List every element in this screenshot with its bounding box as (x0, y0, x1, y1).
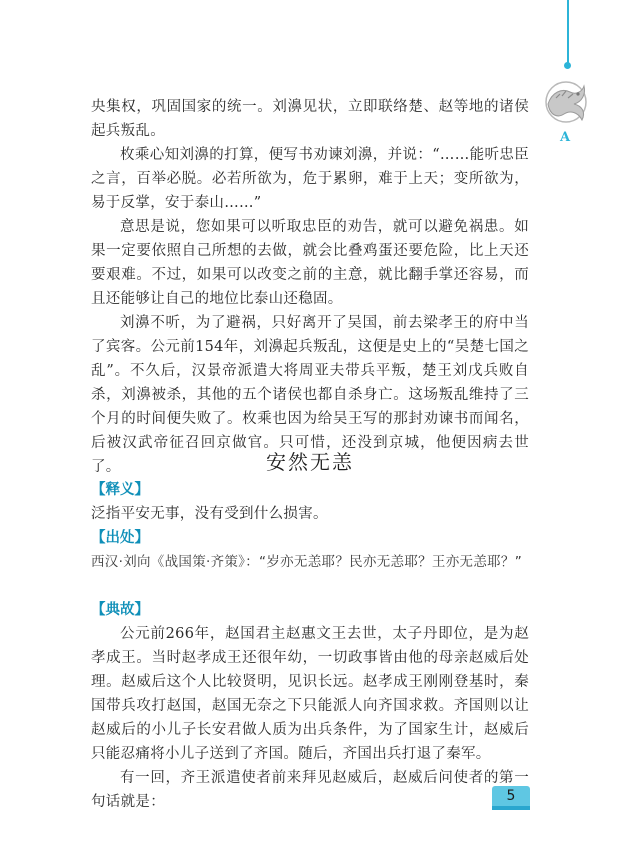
section-letter: A (560, 130, 571, 145)
story-paragraph-1: 央集权，巩固国家的统一。刘濞见状，立即联络楚、赵等地的诸侯起兵叛乱。 (91, 99, 529, 139)
page-number-underline (492, 806, 530, 810)
idiom-title: 安然无恙 (266, 450, 354, 474)
source-label: 【出处】 (91, 530, 149, 546)
story-paragraph-3: 意思是说，您如果可以听取忠臣的劝告，就可以避免祸患。如果一定要依照自己所想的去做，就会比叠鸡蛋还要危险，比上天还要艰难。不过，如果可以改变之前的主意，就比翻手掌还容易，而且还能够让自己的地位比泰山还稳固。 (91, 219, 529, 307)
story-continuation (91, 95, 529, 479)
source-text: 西汉·刘向《战国策·齐策》：“岁亦无恙耶？民亦无恙耶？王亦无恙耶？” (91, 554, 523, 570)
story-paragraph-2: 枚乘心知刘濞的打算，便写书劝谏刘濞，并说：“……能听忠臣之言，百举必脱。必若所欲为，危于累卵，难于上天；变所欲为，易于反掌，安于泰山……” (91, 147, 529, 211)
story-paragraph-4: 刘濞不听，为了避祸，只好离开了吴国，前去梁孝王的府中当了宾客。公元前154年，刘濞起兵叛乱，这便是史上的“吴楚七国之乱”。不久后，汉景帝派遣大将周亚夫带兵平叛，楚王刘戊兵败自杀，刘濞被杀，其他的五个诸侯也都自杀身亡。这场叛乱维持了三个月的时间便失败了。枚乘也因为给吴王写的那封劝谏书而闻名，后被汉武帝征召回京做官。只可惜，还没到京城，他便因病去世了。 (91, 315, 529, 475)
decorative-dot (564, 62, 571, 69)
story-text-2: 有一回，齐王派遣使者前来拜见赵威后，赵威后问使者的第一句话就是： (91, 770, 529, 810)
meaning-label: 【释义】 (91, 482, 149, 498)
story-text-1: 公元前266年，赵国君主赵惠文王去世，太子丹即位，是为赵孝成王。当时赵孝成王还很年幼，一切政事皆由他的母亲赵威后处理。赵威后这个人比较贤明，见识长远。赵孝成王刚刚登基时，秦国带兵攻打赵国，赵国无奈之下只能派人向齐国求救。齐国则以让赵威后的小儿子长安君做人质为出兵条件，为了国家生计，赵威后只能忍痛将小儿子送到了齐国。随后，齐国出兵打退了秦军。 (91, 626, 529, 762)
page-number: 5 (492, 786, 530, 806)
meaning-text: 泛指平安无事，没有受到什么损害。 (91, 506, 328, 522)
story-label: 【典故】 (91, 602, 149, 618)
decorative-line (567, 0, 569, 64)
dragon-emblem-icon (538, 74, 594, 130)
